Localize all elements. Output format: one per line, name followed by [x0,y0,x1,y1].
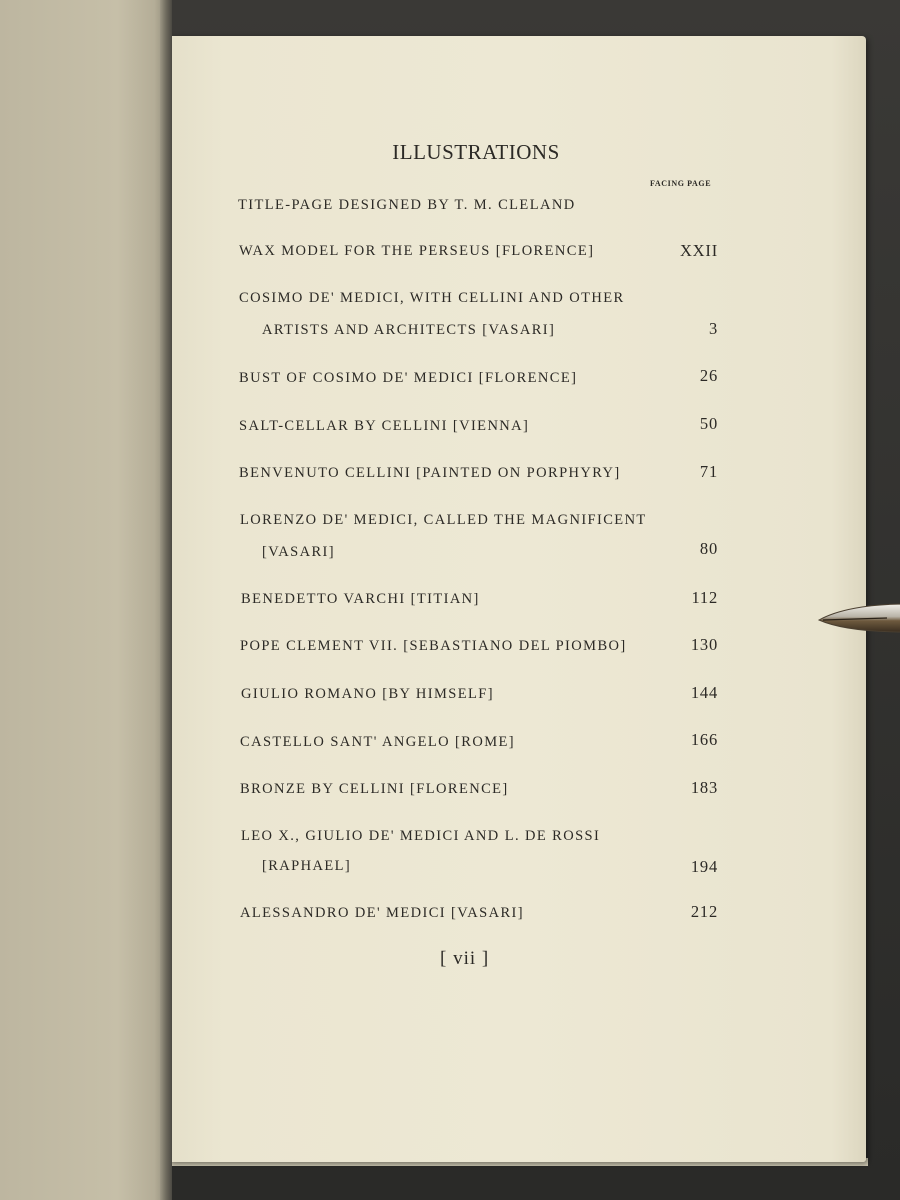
entry-title-line: LORENZO DE' MEDICI, CALLED THE MAGNIFICENT [240,512,647,528]
entry-page-number: XXII [679,241,718,260]
entry-page-number: 183 [690,778,718,797]
entry-title-line: BENVENUTO CELLINI [PAINTED ON PORPHYRY] [239,465,621,481]
entry-title-line: COSIMO DE' MEDICI, WITH CELLINI AND OTHER [239,290,625,306]
entry-title-line: POPE CLEMENT VII. [SEBASTIANO DEL PIOMBO] [240,638,627,654]
entry-page-number: 144 [690,683,718,702]
entry-title-line: CASTELLO SANT' ANGELO [ROME] [240,734,516,750]
entry-title-line: GIULIO ROMANO [BY HIMSELF] [241,686,494,702]
book-gutter [160,0,172,1200]
entry-page-number: 80 [699,539,718,558]
page-title: ILLUSTRATIONS [392,140,560,164]
entry-title-line: LEO X., GIULIO DE' MEDICI AND L. DE ROSSI [241,828,601,844]
entry-page-number: 212 [690,902,718,921]
entry-title-line: BRONZE BY CELLINI [FLORENCE] [240,781,509,797]
folio-page-number: [ vii ] [440,948,490,969]
entry-page-number: 166 [690,730,718,749]
entry-page-number: 130 [690,635,718,654]
entry-page-number: 71 [699,462,718,481]
facing-page-label: FACING PAGE [650,179,712,188]
entry-title-line: [RAPHAEL] [262,858,352,874]
entry-page-number: 26 [699,366,718,385]
entry-title-line: WAX MODEL FOR THE PERSEUS [FLORENCE] [239,243,595,259]
left-page [0,0,168,1200]
entry-title-line: [VASARI] [262,544,335,560]
entry-page-number: 3 [708,319,718,338]
pen-nib-icon [817,600,900,636]
entry-title-line: TITLE-PAGE DESIGNED BY T. M. CLELAND [238,197,576,213]
entry-title-line: BUST OF COSIMO DE' MEDICI [FLORENCE] [239,370,578,386]
entry-page-number: 112 [691,588,718,607]
entry-page-number: 50 [699,414,718,433]
entry-title-line: ARTISTS AND ARCHITECTS [VASARI] [262,322,556,338]
entry-page-number: 194 [690,857,718,876]
entry-title-line: SALT-CELLAR BY CELLINI [VIENNA] [239,418,530,434]
entry-title-line: ALESSANDRO DE' MEDICI [VASARI] [240,905,525,921]
entry-title-line: BENEDETTO VARCHI [TITIAN] [241,591,480,607]
